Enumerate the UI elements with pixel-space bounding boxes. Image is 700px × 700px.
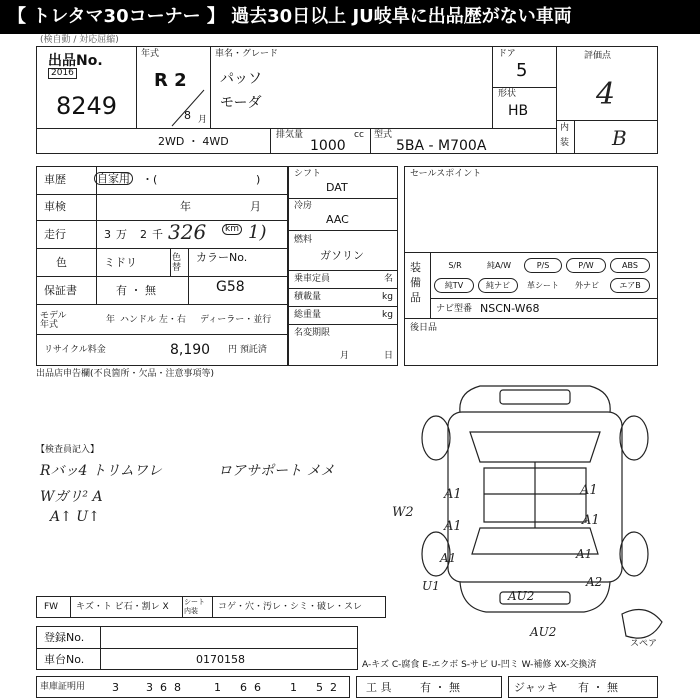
cert-digit-2: 3	[146, 681, 153, 694]
color-no-label: カラーNo.	[196, 251, 248, 264]
seat-items: コゲ・穴・汚レ・シミ・破レ・スレ	[218, 602, 363, 612]
cert-digit-5: 1	[214, 681, 221, 694]
cert-digit-1: 3	[112, 681, 119, 694]
jack-label: ジャッキ	[514, 681, 558, 694]
color-value: ミドリ	[104, 256, 137, 269]
cert-digit-10: 2	[330, 681, 337, 694]
shape-label: 形状	[498, 89, 517, 99]
model-year: 年	[106, 315, 116, 325]
inspector-label: 【検査員記入】	[36, 445, 100, 455]
lot-number: 8249	[56, 92, 118, 120]
equip-label: 装備品	[410, 261, 421, 304]
jack-value: 有 ・ 無	[578, 681, 618, 694]
inspector-note-1b: ロアサポート メメ	[218, 463, 335, 479]
score-label: 評価点	[584, 51, 612, 61]
month: 8	[184, 109, 191, 122]
shift-label: シフト	[294, 169, 322, 179]
ac-label: 冷房	[294, 201, 313, 211]
drive-type: 2WD ・ 4WD	[158, 135, 229, 148]
year-tag: 2016	[48, 68, 77, 79]
history-label: 車歴	[44, 173, 66, 186]
weight-label: 総重量	[294, 310, 322, 320]
damage-u1: U1	[422, 579, 440, 593]
cert-digit-6: 6	[240, 681, 247, 694]
cert-digit-8: 1	[290, 681, 297, 694]
displacement-label: 排気量	[276, 130, 304, 140]
equip-abs: ABS	[610, 258, 650, 273]
mileage-value-sen: 2	[140, 228, 147, 241]
cert-label: 車庫証明用	[40, 682, 86, 692]
shape: HB	[508, 103, 529, 119]
warranty-value: 有 ・ 無	[116, 284, 156, 297]
registration-label: 登録No.	[44, 631, 85, 644]
equip-alloy: 純A/W	[486, 261, 512, 270]
damage-a1-front-left: A1	[444, 487, 462, 502]
damage-a2-right: A2	[586, 575, 603, 589]
history-value: 自家用	[94, 172, 133, 185]
equip-tv: 純TV	[434, 278, 474, 293]
banner-text: 【 トレタマ30コーナー 】 過去30日以上 JU岐阜に出品歴がない車両	[8, 6, 572, 27]
equip-navi: 純ナビ	[478, 278, 518, 293]
capacity-label: 乗車定員	[294, 274, 331, 284]
displacement-unit: cc	[354, 130, 364, 140]
fw-label: FW	[44, 602, 59, 612]
equip-sr: S/R	[448, 261, 462, 270]
equip-airbag: エアB	[610, 278, 650, 293]
recycle-label: リサイクル料金	[44, 345, 106, 355]
model-year-label: モデル年式	[40, 311, 67, 330]
dealer-report-label: 出品店申告欄(不良箇所・欠品・注意事項等)	[36, 369, 215, 379]
mileage-unit-man: 万	[116, 228, 127, 241]
interior-label-1: 内	[560, 123, 570, 133]
later-items-label: 後日品	[410, 323, 438, 333]
fuel-value: ガソリン	[320, 249, 364, 262]
model-label: 型式	[374, 130, 393, 140]
inspector-note-3: A↑ U↑	[50, 509, 100, 525]
cert-digit-9: 5	[316, 681, 323, 694]
inspector-note-1: Rバッ4 トリムワレ	[40, 463, 162, 479]
navi-label: ナビ型番	[436, 304, 473, 314]
equip-leather: 革シート	[527, 281, 559, 290]
details-left	[36, 166, 288, 366]
chassis-number: 0170158	[196, 653, 245, 666]
damage-au2-bottom: AU2	[530, 625, 557, 639]
fuel-label: 燃料	[294, 235, 313, 245]
grade: モーダ	[220, 95, 262, 111]
chassis-label: 車台No.	[44, 653, 85, 666]
seat-label: シート内装	[184, 598, 205, 615]
km-mile: km	[222, 224, 242, 235]
inspection-year: 年	[180, 200, 191, 213]
displacement: 1000	[310, 138, 346, 154]
history-rest: ・(	[142, 173, 158, 186]
inspection-label: 車検	[44, 200, 66, 213]
doors: 5	[516, 60, 528, 81]
month-unit: 月	[198, 115, 208, 125]
year-label: 年式	[141, 49, 160, 59]
color-change: 色替	[172, 253, 182, 273]
equip-ext-navi: 外ナビ	[575, 281, 599, 290]
weight-unit: kg	[382, 310, 393, 320]
name-change-month: 月	[340, 351, 350, 361]
mileage-value-man: 3	[104, 228, 111, 241]
history-close: )	[256, 173, 261, 186]
name-change-label: 名変期限	[294, 328, 331, 338]
recycle-amount: 8,190	[170, 342, 211, 358]
mileage-handwritten: 326	[168, 220, 207, 244]
recycle-unit: 円 預託済	[228, 345, 267, 355]
era: R 2	[154, 70, 187, 91]
capacity-unit: 名	[384, 274, 394, 284]
load-unit: kg	[382, 292, 393, 302]
lot-label: 出品No.	[48, 53, 103, 69]
tools-value: 有 ・ 無	[420, 681, 460, 694]
fw-items: キズ・ト ビ石・割レ X	[76, 602, 169, 612]
dealer-type: ディーラー・並行	[200, 315, 272, 325]
warranty-label: 保証書	[44, 284, 77, 297]
mileage-label: 走行	[44, 228, 66, 241]
load-label: 積載量	[294, 292, 322, 302]
carname-label: 車名・グレード	[215, 49, 279, 59]
score: 4	[596, 77, 616, 112]
ac-value: AAC	[326, 213, 349, 226]
equip-ps: P/S	[524, 258, 562, 273]
color-no: G58	[216, 279, 245, 295]
damage-a1-left: A1	[444, 519, 462, 534]
equip-pw: P/W	[566, 258, 606, 273]
name-change-day: 日	[384, 351, 394, 361]
cert-digit-3: 6	[160, 681, 167, 694]
tools-label: 工 具	[366, 681, 392, 694]
damage-w2-left: W2	[392, 505, 414, 520]
inspector-note-2: Wガリ² A	[40, 489, 103, 505]
car-name: パッソ	[220, 71, 262, 87]
mileage-tail: 1)	[248, 222, 267, 243]
damage-a1-rear-left: A1	[440, 551, 457, 565]
damage-au2-rear: AU2	[508, 589, 535, 603]
handle-side: ハンドル 左・右	[120, 315, 186, 325]
damage-a1-right: A1	[582, 513, 600, 528]
shift-value: DAT	[326, 181, 348, 194]
door-label: ドア	[498, 49, 516, 59]
damage-a1-front-right: A1	[580, 483, 598, 498]
damage-legend: A-キズ C-腐食 E-エクボ S-サビ U-凹ミ W-補修 XX-交換済	[362, 660, 597, 670]
damage-a1-rear-right: A1	[576, 547, 593, 561]
navi-model: NSCN-W68	[480, 302, 540, 315]
car-diagram	[400, 372, 670, 648]
interior-grade: B	[612, 126, 627, 150]
cert-digit-4: 8	[174, 681, 181, 694]
sub-note: (検自動 / 対応屈縮)	[40, 35, 119, 45]
cert-digit-7: 6	[254, 681, 261, 694]
spare-label: スペア	[630, 639, 658, 649]
sales-point-label: セールスポイント	[410, 169, 482, 179]
mileage-unit-sen: 千	[152, 228, 163, 241]
model-code: 5BA - M700A	[396, 138, 487, 154]
color-label: 色	[56, 256, 67, 269]
inspection-month: 月	[250, 200, 261, 213]
interior-label-2: 装	[560, 138, 570, 148]
